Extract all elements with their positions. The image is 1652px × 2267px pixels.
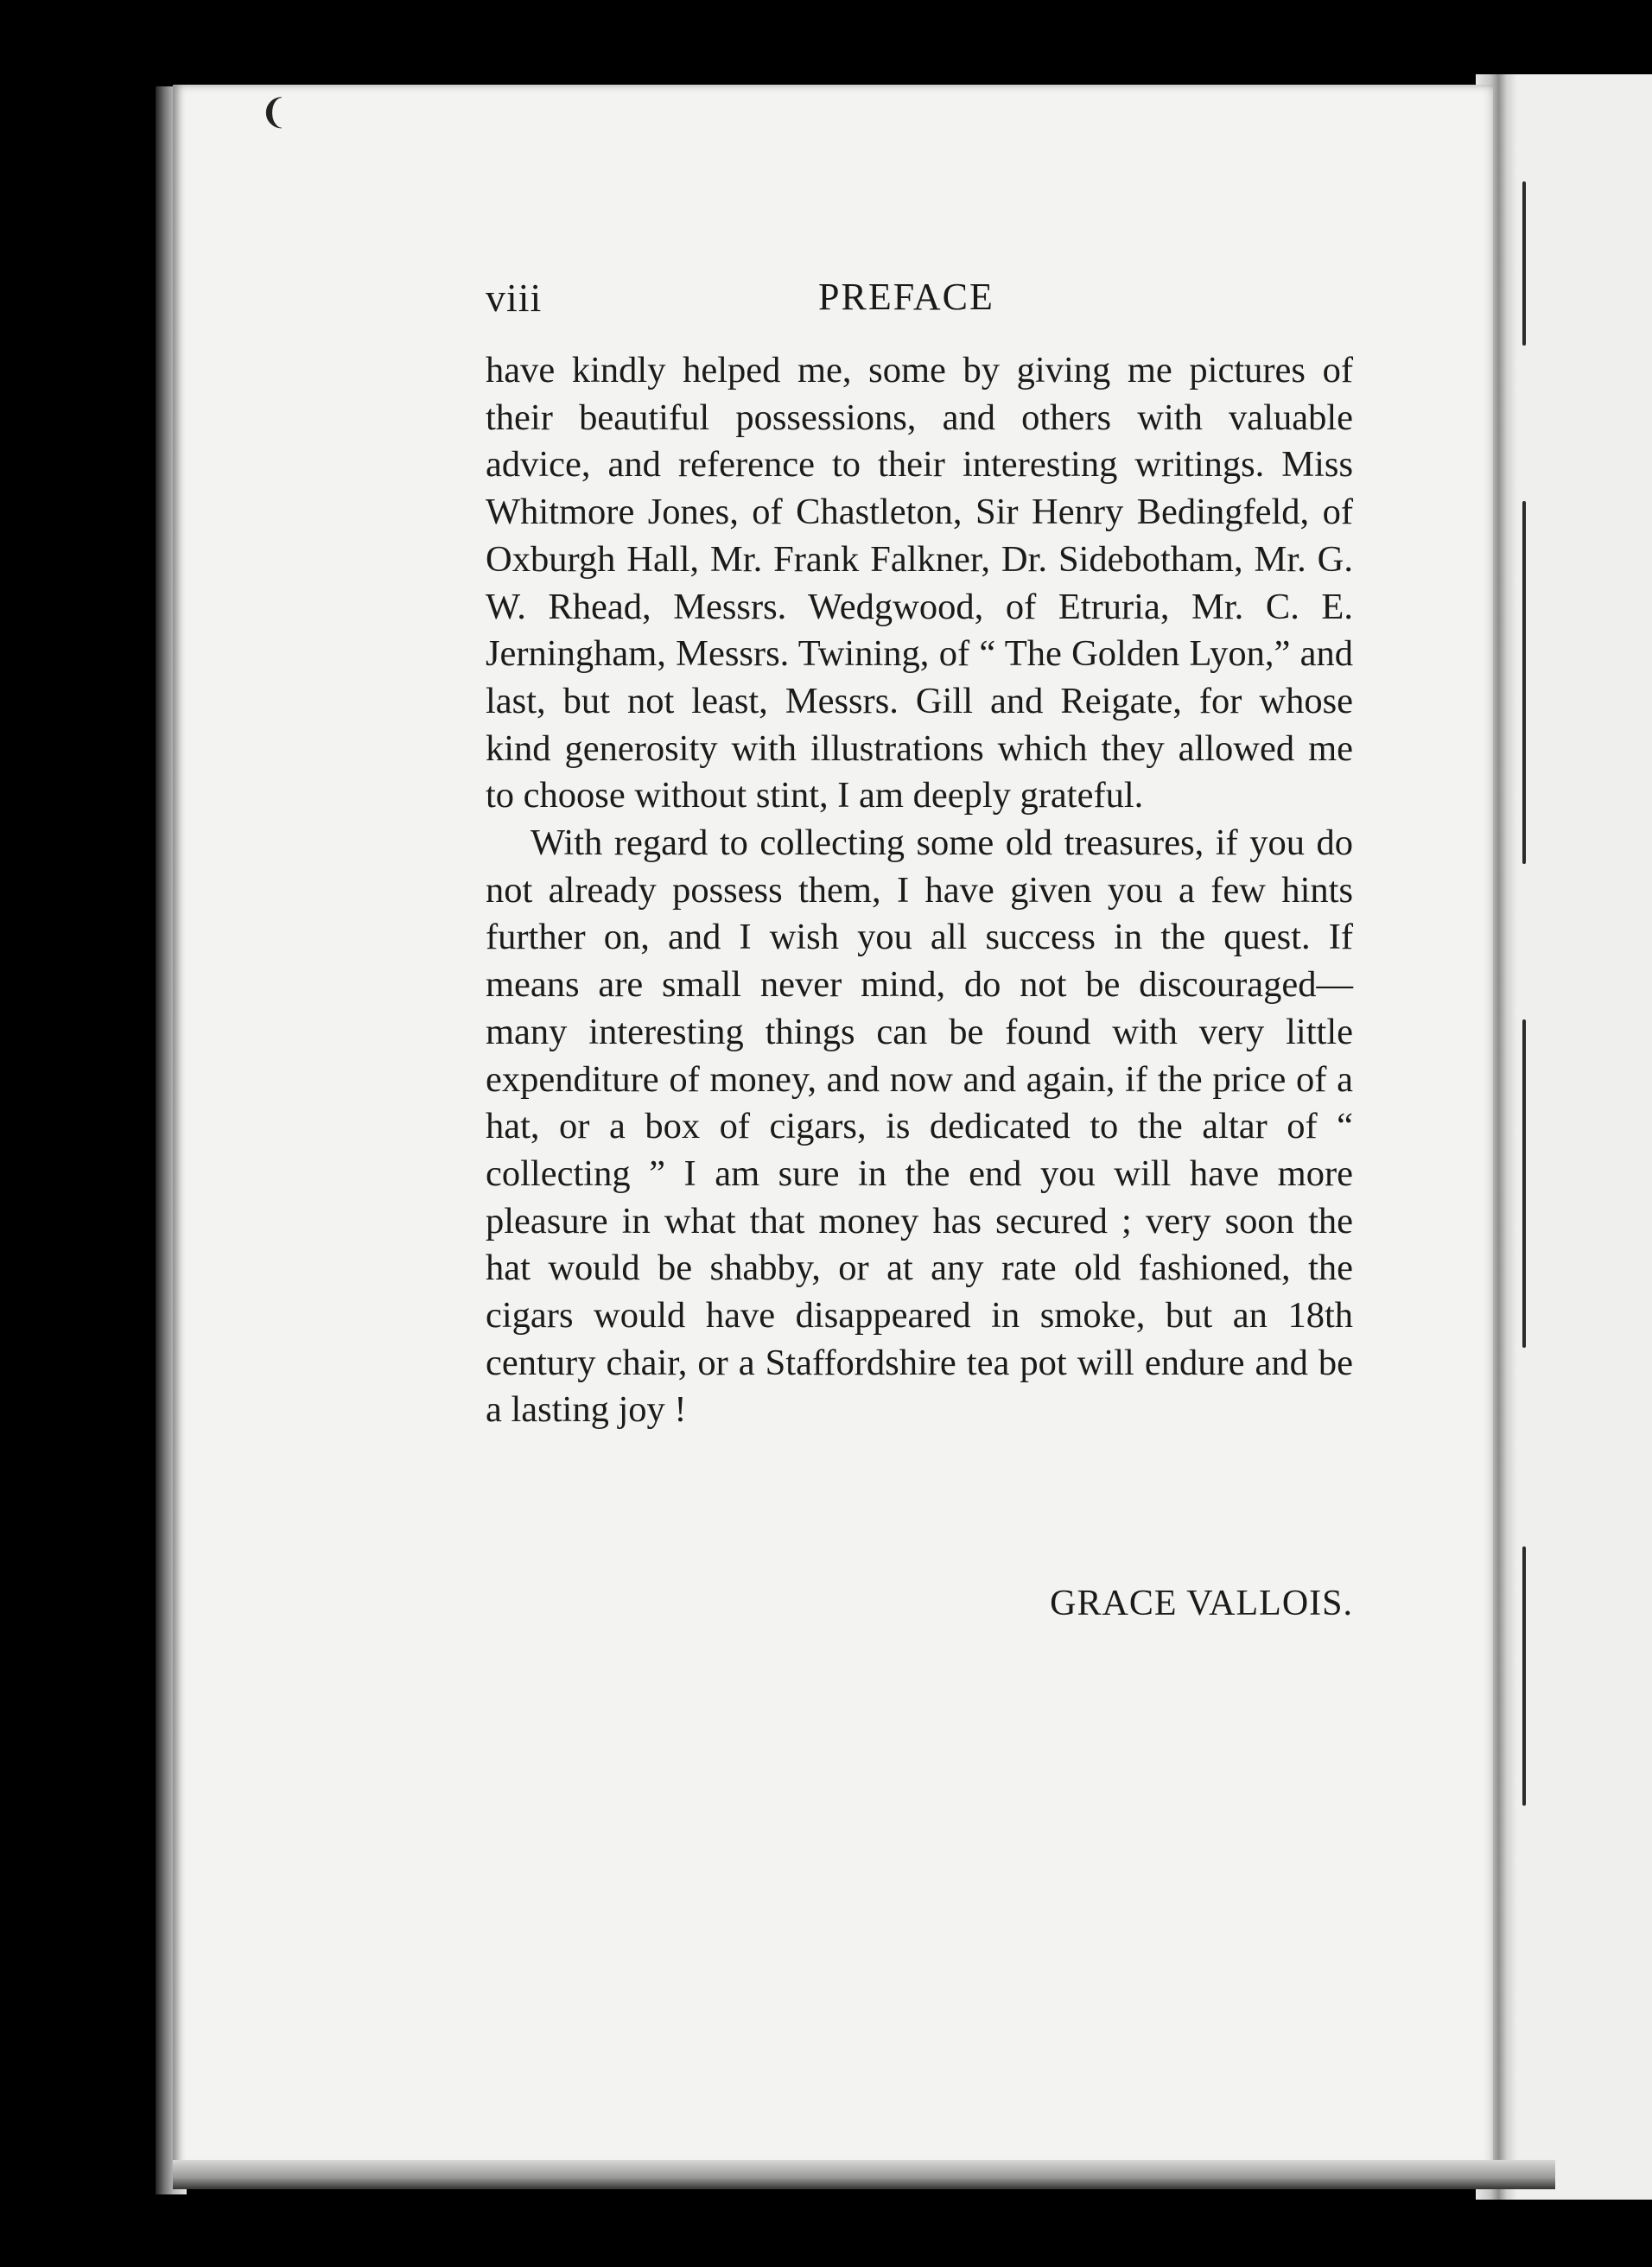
binding-stitch — [1522, 501, 1526, 864]
binding-stitch — [1522, 181, 1526, 346]
binding-stitch — [1522, 1019, 1526, 1348]
paragraph: With regard to collecting some old treasures, if you do not already possess them, I have given you a few hints further on, and I wish you all success in the quest. If means are small never mind, do not be discouraged—many interesting things can be found with very little expenditure of money, and now and again, if the price of a hat, or a box of cigars, is dedicated to the altar of “ collecting ” I am sure in the end you will have more pleasure in what that money has secured ; very soon the hat would be shabby, or at any rate old fashioned, the cigars would have disappeared in smoke, but an 18th century chair, or a Staffordshire tea pot will endure and be a lasting joy ! — [486, 822, 1353, 1431]
body-text — [486, 347, 1353, 1434]
paragraph: have kindly helped me, some by giving me pictures of their beautiful possessions, and others with valuable advice, and reference to their interesting writings. Miss Whitmore Jones, of Chastleton, Sir Henry Bedingfeld, of Oxburgh Hall, Mr. Frank Falkner, Dr. Sidebotham, Mr. G. W. Rhead, Messrs. Wedgwood, of Etruria, Mr. C. E. Jerningham, Messrs. Twining, of “ The Golden Lyon,” and last, but not least, Messrs. Gill and Reigate, for whose kind generosity with illustrations which they allowed me to choose without stint, I am deeply grateful. — [486, 350, 1353, 816]
binding-stitch — [1522, 1546, 1526, 1806]
author-signature: GRACE VALLOIS. — [1050, 1584, 1353, 1623]
margin-mark: ❨ — [259, 92, 289, 131]
page-heading: PREFACE — [818, 276, 994, 318]
running-head — [486, 275, 1353, 327]
page-edge-bottom — [173, 2160, 1555, 2189]
page-number: viii — [486, 276, 543, 320]
